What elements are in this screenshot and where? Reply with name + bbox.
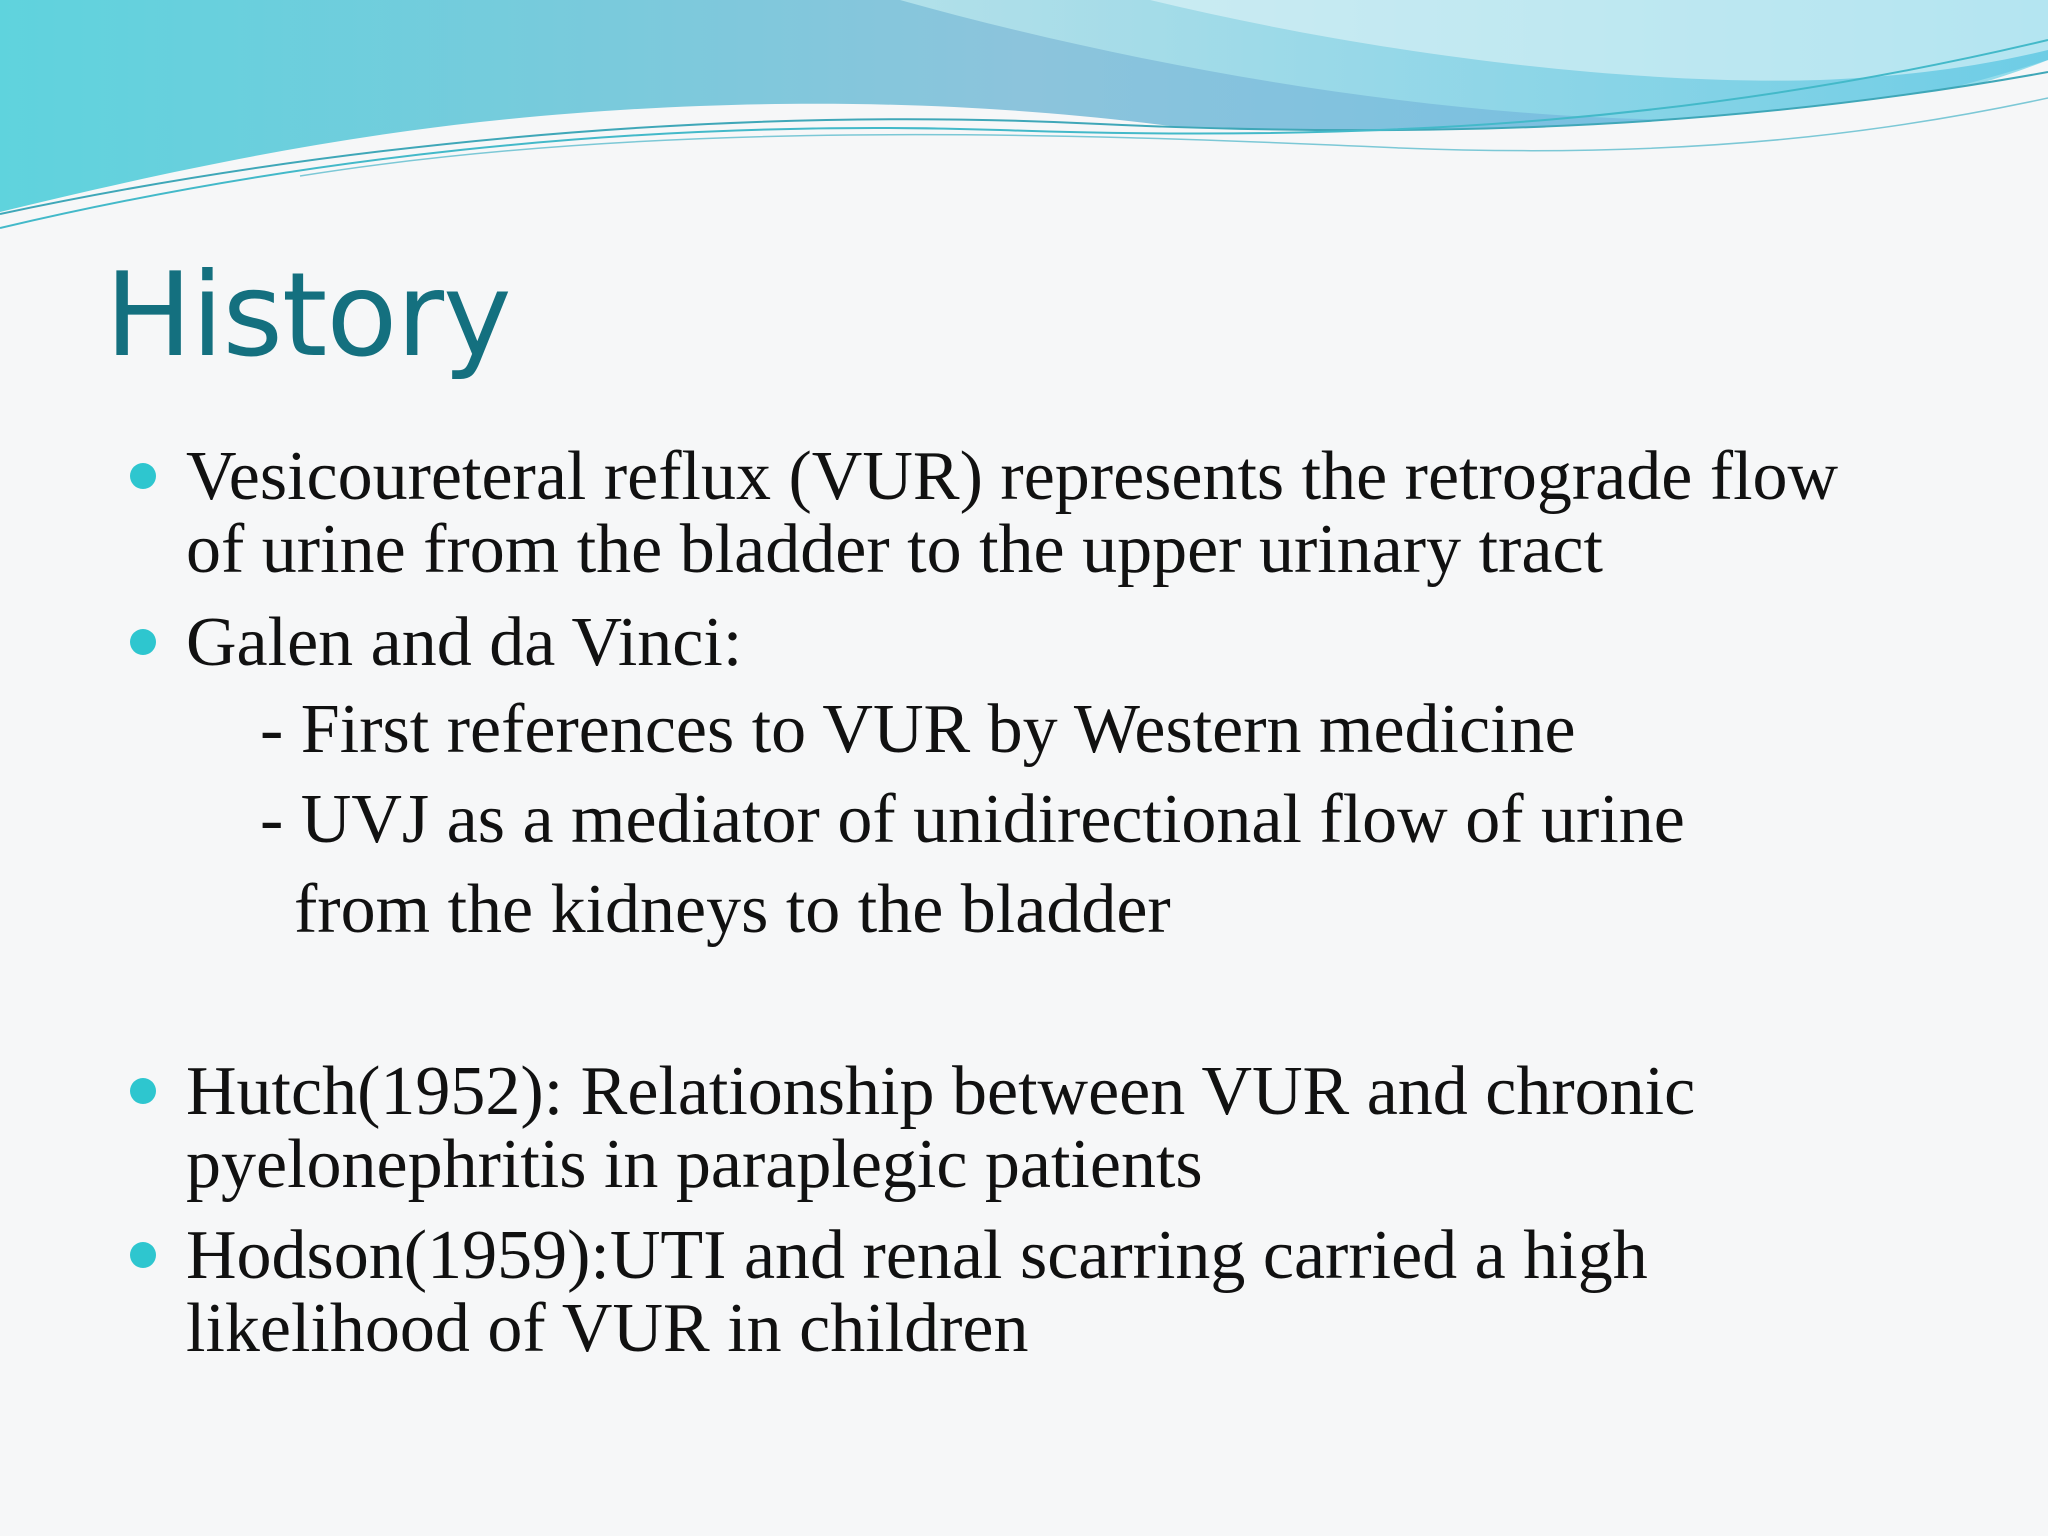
bullet-2-line-1: Galen and da Vinci: xyxy=(186,604,743,681)
subpoint-2: - UVJ as a mediator of unidirectional flow of urine xyxy=(260,781,1685,858)
bullet-4-line-2: likelihood of VUR in children xyxy=(186,1290,1029,1367)
subpoint-2-continuation: from the kidneys to the bladder xyxy=(294,871,1171,948)
bullet-3-line-1: Hutch(1952): Relationship between VUR and chronic xyxy=(186,1053,1696,1130)
round-bullet-icon xyxy=(130,463,156,489)
round-bullet-icon xyxy=(130,1242,156,1268)
round-bullet-icon xyxy=(130,1078,156,1104)
bullet-1-line-2: of urine from the bladder to the upper urinary tract xyxy=(186,511,1603,588)
subpoint-1: - First references to VUR by Western medicine xyxy=(260,691,1576,768)
bullet-1-line-1: Vesicoureteral reflux (VUR) represents the retrograde flow xyxy=(186,438,1839,515)
bullet-4-line-1: Hodson(1959):UTI and renal scarring carried a high xyxy=(186,1217,1648,1294)
wave-header-decoration xyxy=(0,0,2048,240)
slide-title: History xyxy=(105,248,511,383)
bullet-3-line-2: pyelonephritis in paraplegic patients xyxy=(186,1126,1203,1203)
round-bullet-icon xyxy=(130,629,156,655)
